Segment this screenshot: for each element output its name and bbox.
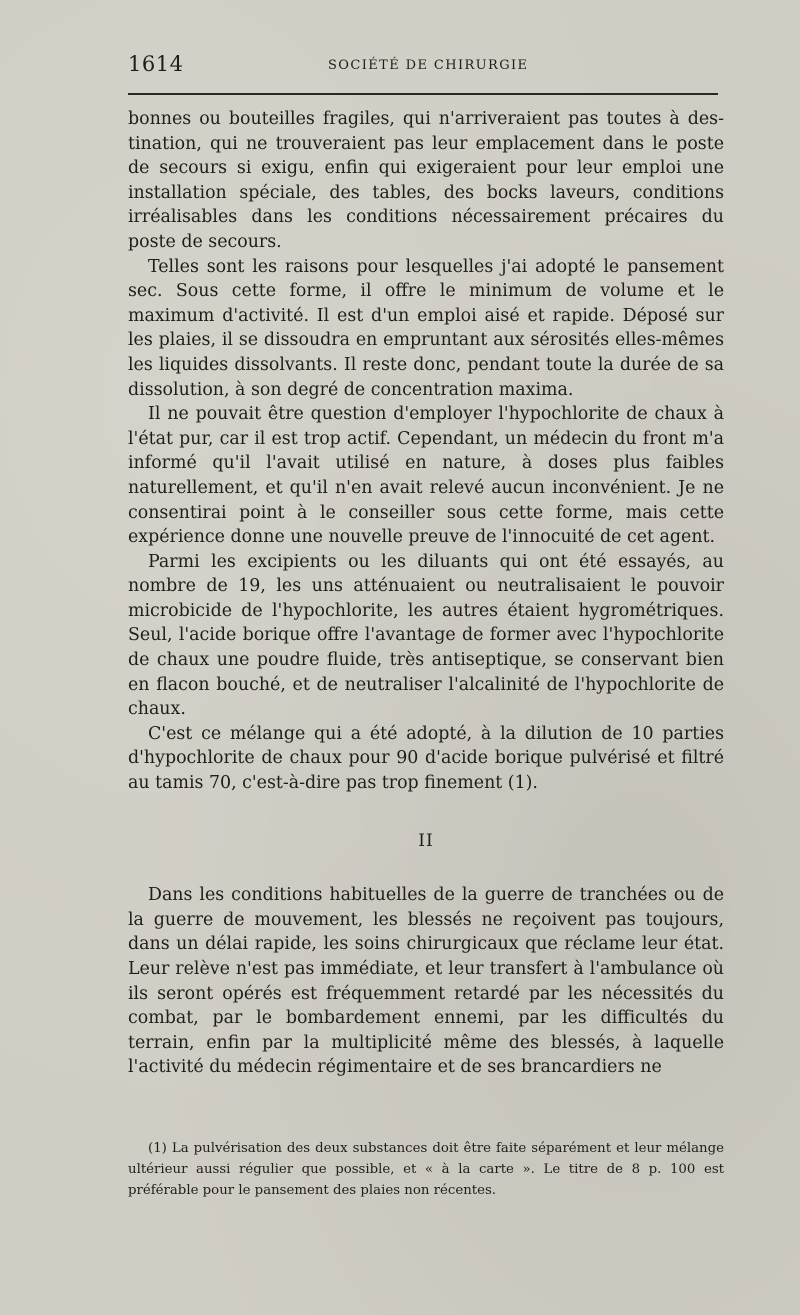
running-head [128, 52, 724, 82]
paragraph: Telles sont les raisons pour lesquelles j'ai adopté le pansement sec. Sous cette forme, il offre le minimum de volume et le maximum d'activité. Il est d'un emploi aisé et rapide. Déposé sur les plaies, il se dissoudra en empruntant aux sérosités elles-mêmes les liquides dissolvants. Il reste donc, pendant toute la durée de sa dissolution, à son degré de concentration maxima. [128, 256, 724, 400]
paragraph: Dans les conditions habituelles de la guerre de tranchées ou de la guerre de mouvement, les blessés ne reçoivent pas toujours, dans un délai rapide, les soins chirurgicaux que réclame leur état. Leur relève n'est pas immédiate, et leur transfert à l'ambulance où ils seront opérés est fréquemment retardé par les nécessités du combat, par le bombardement ennemi, par les difficultés du terrain, enfin par la multiplicité même des blessés, à laquelle l'activité du médecin régimentaire et de ses brancardiers ne [128, 885, 724, 1078]
paragraph-continued: bonnes ou bouteilles fragiles, qui n'arriveraient pas toutes à destination, qui ne trouveraient pas leur emplacement dans le poste de secours si exigu, enfin qui exigeraient pour leur emploi une installation spéciale, des tables, des bocks laveurs, conditions irréalisables dans les conditions nécessairement précaires du poste de secours. [128, 109, 724, 252]
paragraph: C'est ce mélange qui a été adopté, à la dilution de 10 parties d'hypochlorite de chaux pour 90 d'acide borique pulvérisé et filtré au tamis 70, c'est-à-dire pas trop finement (1). [128, 723, 724, 794]
section-heading: II [418, 830, 434, 851]
body-text [128, 107, 724, 1080]
running-title: SOCIÉTÉ DE CHIRURGIE [328, 58, 529, 73]
page-number: 1614 [128, 52, 184, 76]
footnote-text: (1) La pulvérisation des deux substances doit être faite séparément et leur mélange ultérieur aussi régulier que possible, et « à la carte ». Le titre de 8 p. 100 est préférable pour le pansement des plaies non récentes. [128, 1141, 724, 1198]
header-rule [128, 93, 718, 95]
footnote [128, 1138, 724, 1201]
paragraph: Parmi les excipients ou les diluants qui ont été essayés, au nombre de 19, les uns atténuaient ou neutralisaient le pouvoir microbicide de l'hypochlorite, les autres étaient hygrométriques. Seul, l'acide borique offre l'avantage de former avec l'hypochlorite de chaux une poudre fluide, très antiseptique, se conservant bien en flacon bouché, et de neutraliser l'alcalinité de l'hypochlorite de chaux. [128, 551, 724, 720]
paragraph: Il ne pouvait être question d'employer l'hypochlorite de chaux à l'état pur, car il est trop actif. Cependant, un médecin du front m'a informé qu'il l'avait utilisé en nature, à doses plus faibles naturellement, et qu'il n'en avait relevé aucun inconvénient. Je ne consentirai point à le conseiller sous cette forme, mais cette expérience donne une nouvelle preuve de l'innocuité de cet agent. [128, 404, 724, 548]
